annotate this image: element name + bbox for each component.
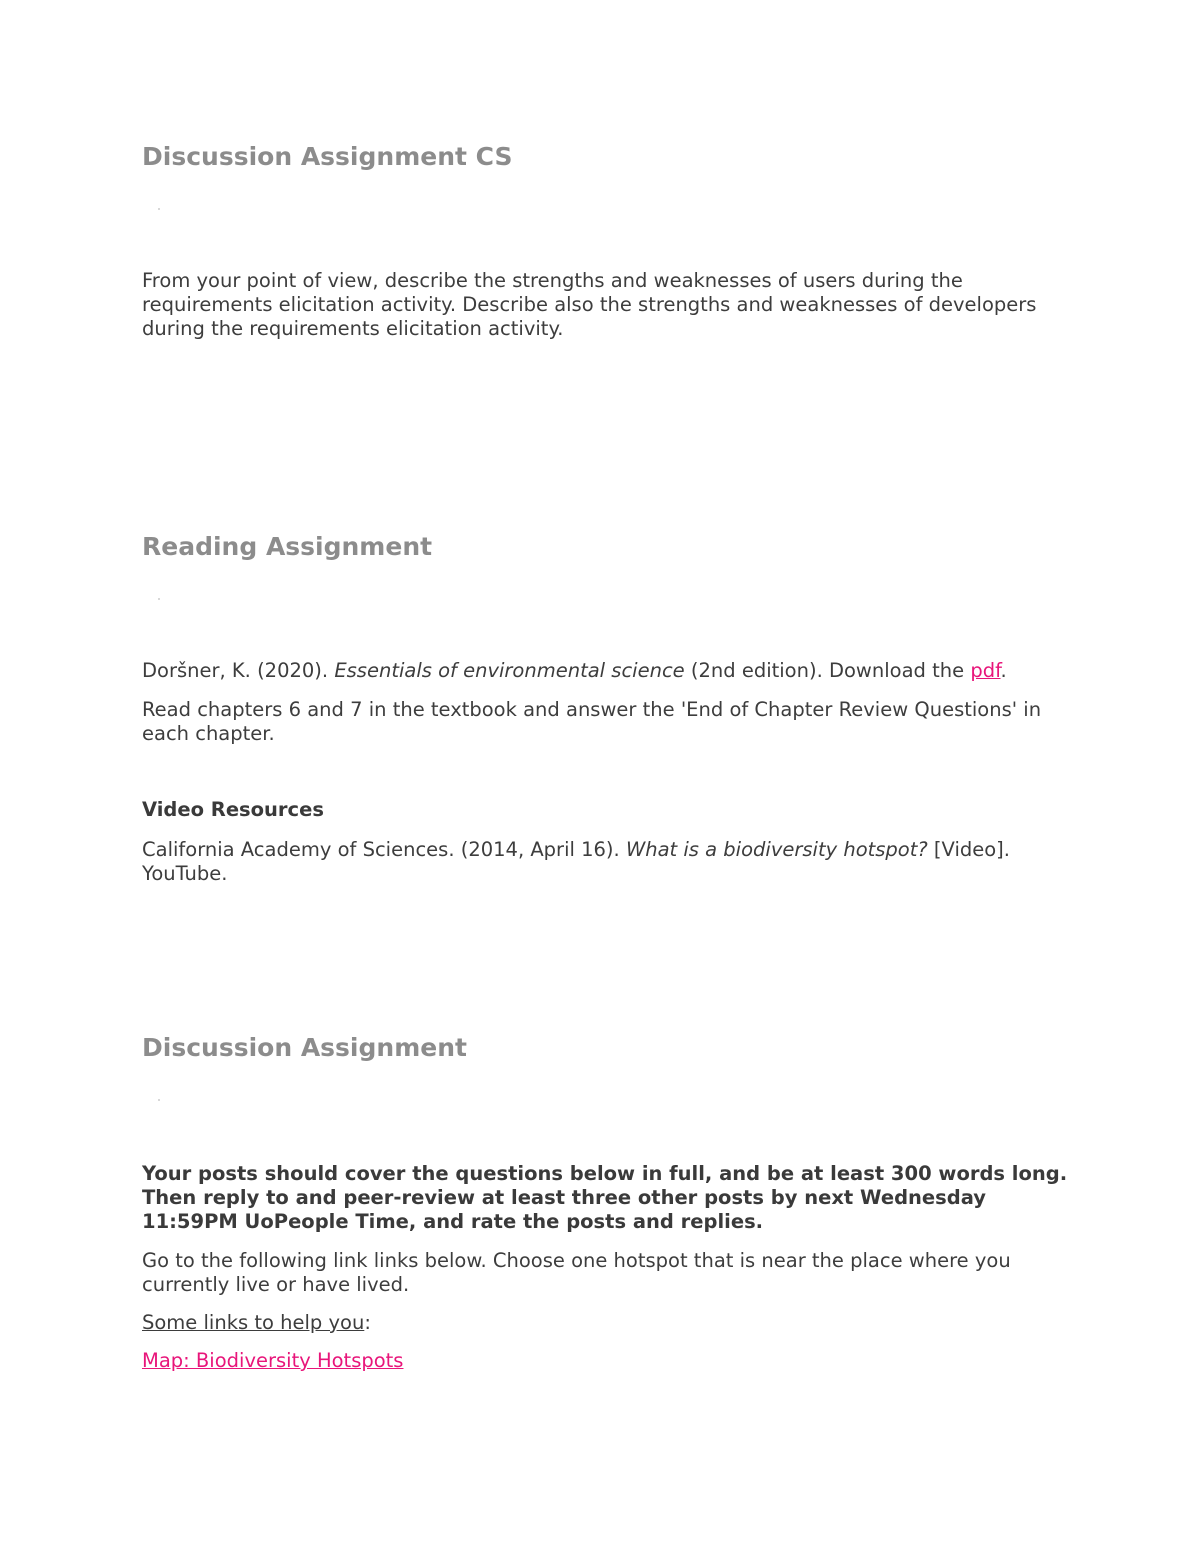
links-label-block: [142, 1311, 1072, 1335]
map-link-block: [142, 1349, 1072, 1373]
placeholder-mark: [158, 598, 160, 600]
map-biodiversity-hotspots-link[interactable]: Map: Biodiversity Hotspots: [142, 1349, 404, 1372]
video-source: [Video]. YouTube.: [142, 838, 1010, 885]
video-citation-block: [142, 838, 1072, 886]
citation-author: Doršner, K. (2020).: [142, 659, 335, 682]
section-discussion: [142, 1033, 1072, 1063]
citation-period: .: [1000, 659, 1007, 682]
reading-citation: [142, 659, 1072, 683]
reading-citation-block: [142, 659, 1072, 683]
video-title: What is a biodiversity hotspot?: [625, 838, 928, 861]
heading-discussion-assignment: Discussion Assignment: [142, 1033, 467, 1062]
citation-book-title: Essentials of environmental science: [334, 659, 685, 682]
map-link-line: [142, 1349, 1072, 1373]
section-discussion-cs-body: [142, 269, 1072, 341]
discussion-cs-prompt: From your point of view, describe the strengths and weaknesses of users during the requirements elicitation activity. Describe also the strengths and weaknesses of developers during the requirements elicitation activity.: [142, 269, 1037, 340]
links-label-colon: :: [364, 1311, 371, 1334]
heading-discussion-assignment-cs: Discussion Assignment CS: [142, 142, 513, 171]
video-citation: [142, 838, 1072, 886]
reading-instruction-block: [142, 698, 1072, 746]
links-label-text: Some links to help you: [142, 1311, 365, 1334]
links-label: [142, 1311, 1072, 1335]
discussion-requirements: Your posts should cover the questions below in full, and be at least 300 words long. Then reply to and peer-review at least three other posts by next Wednesday 11:59PM UoPeople Time, and rate the posts and replies.: [142, 1162, 1068, 1233]
pdf-link[interactable]: pdf: [970, 659, 1001, 682]
reading-instruction: Read chapters 6 and 7 in the textbook and answer the 'End of Chapter Review Questions' in each chapter.: [142, 698, 1042, 745]
section-reading: [142, 532, 1072, 562]
section-discussion-cs: [142, 142, 1072, 172]
video-resources-block: [142, 798, 1072, 822]
placeholder-mark: [158, 1099, 160, 1101]
citation-edition: (2nd edition). Download the: [684, 659, 971, 682]
placeholder-mark: [158, 208, 160, 210]
heading-reading-assignment: Reading Assignment: [142, 532, 433, 561]
video-author: California Academy of Sciences. (2014, April 16).: [142, 838, 626, 861]
heading-video-resources: Video Resources: [142, 798, 324, 821]
discussion-instruction-block: [142, 1249, 1072, 1297]
discussion-intro-block: [142, 1162, 1072, 1234]
discussion-instruction: Go to the following link links below. Choose one hotspot that is near the place where you currently live or have lived.: [142, 1249, 1011, 1296]
